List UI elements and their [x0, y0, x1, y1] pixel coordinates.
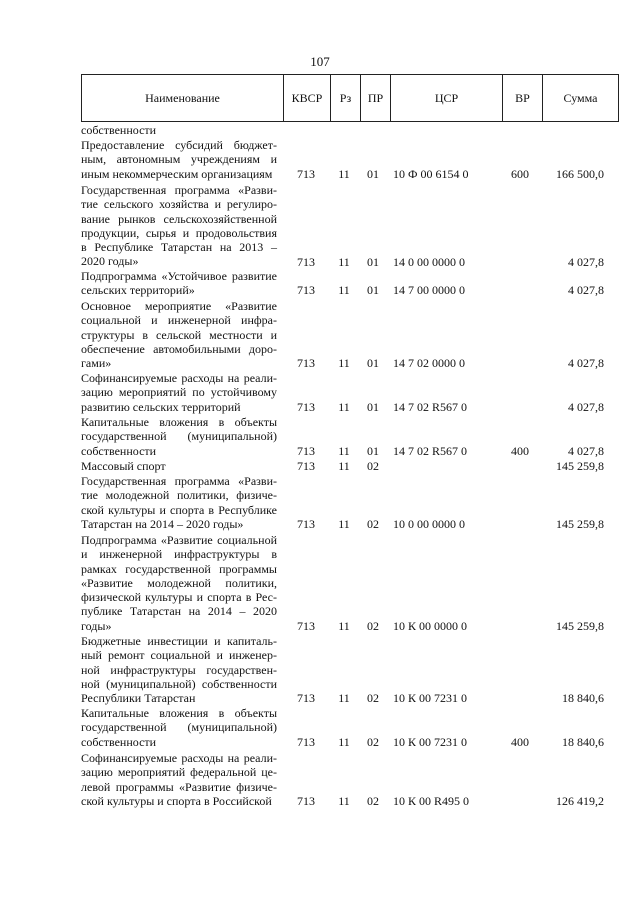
row-vr: 400 [511, 443, 529, 458]
table-row [0, 751, 640, 808]
row-name-line: Массовый спорт [81, 459, 166, 473]
row-name [81, 269, 277, 298]
row-kvsr: 713 [297, 691, 315, 706]
row-csr: 10 К 00 7231 0 [393, 734, 468, 749]
row-pr: 02 [367, 618, 379, 633]
header-csr: ЦСР [391, 75, 503, 121]
row-name-line: 2020 годы» [81, 254, 139, 269]
row-name-line: ным, автономным учреждениям и [81, 152, 277, 167]
row-csr: 14 0 00 0000 0 [393, 254, 465, 269]
header-name: Наименование [82, 75, 284, 121]
row-name-line: Подпрограмма «Развитие социальной [81, 533, 277, 547]
row-sum: 145 259,8 [556, 459, 604, 473]
row-name-line: Основное мероприятие «Развитие [81, 299, 277, 313]
row-name-line: Софинансируемые расходы на реали- [81, 751, 277, 765]
row-sum: 4 027,8 [568, 254, 604, 269]
row-kvsr: 713 [297, 283, 315, 298]
row-name [81, 533, 277, 633]
row-kvsr: 713 [297, 399, 315, 414]
row-name-line: Государственная программа «Разви- [81, 474, 277, 488]
row-name-line: ской культуры и спорта в Российской [81, 793, 272, 808]
row-name [81, 415, 277, 458]
row-pr: 01 [367, 254, 379, 269]
row-rz: 11 [338, 793, 350, 808]
row-name-line: развитию сельских территорий [81, 399, 241, 414]
row-kvsr: 713 [297, 459, 315, 473]
row-name-line: левой программы «Развитие физиче- [81, 779, 277, 794]
row-name [81, 183, 277, 269]
row-pr: 01 [367, 443, 379, 458]
row-name [81, 138, 277, 181]
row-name-line: ской культуры и спорта в Республике [81, 502, 277, 517]
row-name-line: годы» [81, 618, 112, 633]
header-sum: Сумма [563, 90, 598, 105]
table-row [0, 706, 640, 749]
table-row [0, 138, 640, 181]
row-rz: 11 [338, 691, 350, 706]
table-row [0, 474, 640, 531]
row-csr: 14 7 02 R567 0 [393, 443, 468, 458]
row-name-line: обеспечение автомобильными доро- [81, 341, 277, 356]
table-row [0, 299, 640, 371]
row-pr: 02 [367, 734, 379, 749]
row-name-line: ный ремонт социальной и инженер- [81, 648, 277, 663]
row-rz: 11 [338, 443, 350, 458]
row-rz: 11 [338, 356, 350, 371]
row-name-line: Государственная программа «Разви- [81, 183, 277, 197]
row-name-line: Капитальные вложения в объекты [81, 415, 277, 429]
row-csr: 10 К 00 0000 0 [393, 618, 468, 633]
header-kvsr: КВСР [284, 75, 331, 121]
row-sum: 145 259,8 [556, 516, 604, 531]
row-name-line: Капитальные вложения в объекты [81, 706, 277, 720]
row-sum: 18 840,6 [562, 691, 604, 706]
header-rz: Рз [331, 75, 361, 121]
row-rz: 11 [338, 283, 350, 298]
row-name-line: продукции, сырья и продовольствия [81, 225, 277, 240]
row-name-line: физической культуры и спорта в Рес- [81, 590, 277, 605]
row-name-line: сельских территорий» [81, 283, 195, 298]
row-rz: 11 [338, 166, 350, 181]
row-sum: 166 500,0 [556, 166, 604, 181]
row-pr: 02 [367, 793, 379, 808]
row-name-line: Республики Татарстан [81, 691, 196, 706]
row-pr: 01 [367, 399, 379, 414]
header-pr: ПР [361, 75, 391, 121]
row-name-line: тие сельского хозяйства и регулиро- [81, 197, 277, 212]
page-number: 107 [310, 54, 330, 69]
row-name-line: иным некоммерческим организациям [81, 166, 273, 181]
row-rz: 11 [338, 399, 350, 414]
row-sum: 4 027,8 [568, 443, 604, 458]
row-sum: 4 027,8 [568, 356, 604, 371]
row-pr: 02 [367, 691, 379, 706]
table-row [0, 183, 640, 269]
row-kvsr: 713 [297, 516, 315, 531]
row-name [81, 634, 277, 705]
row-name [81, 123, 277, 137]
row-pr: 01 [367, 166, 379, 181]
row-name-line: Бюджетные инвестиции и капиталь- [81, 634, 277, 648]
row-kvsr: 713 [297, 443, 315, 458]
row-name-line: Подпрограмма «Устойчивое развитие [81, 269, 277, 283]
row-kvsr: 713 [297, 254, 315, 269]
row-name-line: государственной (муниципальной) [81, 429, 277, 444]
row-name-line: социальной и инженерной инфра- [81, 313, 277, 328]
row-name [81, 299, 277, 370]
row-name-line: «Развитие молодежной политики, [81, 575, 277, 590]
row-name-line: Софинансируемые расходы на реали- [81, 371, 277, 385]
row-sum: 145 259,8 [556, 618, 604, 633]
table-row [0, 634, 640, 706]
table-row [0, 269, 640, 298]
row-name [81, 474, 277, 531]
row-rz: 11 [338, 516, 350, 531]
row-name-line: собственности [81, 123, 157, 137]
row-name-line: структуры в сельской местности и [81, 327, 277, 342]
row-pr: 01 [367, 283, 379, 298]
row-vr: 400 [511, 734, 529, 749]
row-csr: 10 Ф 00 6154 0 [393, 166, 469, 181]
row-csr: 14 7 00 0000 0 [393, 283, 465, 298]
row-name-line: публике Татарстан на 2014 – 2020 [81, 604, 277, 619]
row-csr: 10 0 00 0000 0 [393, 516, 465, 531]
row-kvsr: 713 [297, 166, 315, 181]
table-row [0, 371, 640, 414]
row-kvsr: 713 [297, 356, 315, 371]
row-name-line: собственности [81, 734, 157, 749]
row-rz: 11 [338, 734, 350, 749]
row-name-line: рамках государственной программы [81, 561, 277, 576]
row-kvsr: 713 [297, 734, 315, 749]
row-name-line: тие молодежной политики, физиче- [81, 488, 277, 503]
row-name [81, 706, 277, 749]
row-name [81, 371, 277, 414]
row-csr: 14 7 02 0000 0 [393, 356, 465, 371]
row-sum: 18 840,6 [562, 734, 604, 749]
row-sum: 126 419,2 [556, 793, 604, 808]
row-name-line: зацию мероприятий по устойчивому [81, 385, 277, 400]
row-name-line: государственной (муниципальной) [81, 720, 277, 735]
row-rz: 11 [338, 254, 350, 269]
row-pr: 01 [367, 356, 379, 371]
row-csr: 10 К 00 R495 0 [393, 793, 470, 808]
row-sum: 4 027,8 [568, 399, 604, 414]
row-kvsr: 713 [297, 793, 315, 808]
table-row [0, 459, 640, 473]
table-row [0, 533, 640, 633]
row-kvsr: 713 [297, 618, 315, 633]
row-name-line: Предоставление субсидий бюджет- [81, 138, 277, 152]
row-name-line: ной инфраструктуры государствен- [81, 662, 277, 677]
row-sum: 4 027,8 [568, 283, 604, 298]
row-name-line: вание рынков сельскохозяйственной [81, 211, 277, 226]
row-name-line: ной (муниципальной) собственности [81, 676, 277, 691]
table-row [0, 415, 640, 458]
row-rz: 11 [338, 459, 350, 473]
row-name [81, 751, 277, 808]
row-pr: 02 [367, 459, 379, 473]
row-name-line: гами» [81, 356, 112, 371]
row-name-line: зацию мероприятий федеральной це- [81, 765, 277, 780]
row-vr: 600 [511, 166, 529, 181]
row-rz: 11 [338, 618, 350, 633]
row-pr: 02 [367, 516, 379, 531]
row-name-line: Татарстан на 2014 – 2020 годы» [81, 516, 244, 531]
row-csr: 14 7 02 R567 0 [393, 399, 468, 414]
table-row [0, 123, 640, 137]
header-vr: ВР [503, 75, 543, 121]
row-csr: 10 К 00 7231 0 [393, 691, 468, 706]
row-name [81, 459, 277, 473]
row-name-line: собственности [81, 443, 157, 458]
row-name-line: и инженерной инфраструктуры в [81, 547, 277, 562]
row-name-line: в Республике Татарстан на 2013 – [81, 240, 277, 255]
